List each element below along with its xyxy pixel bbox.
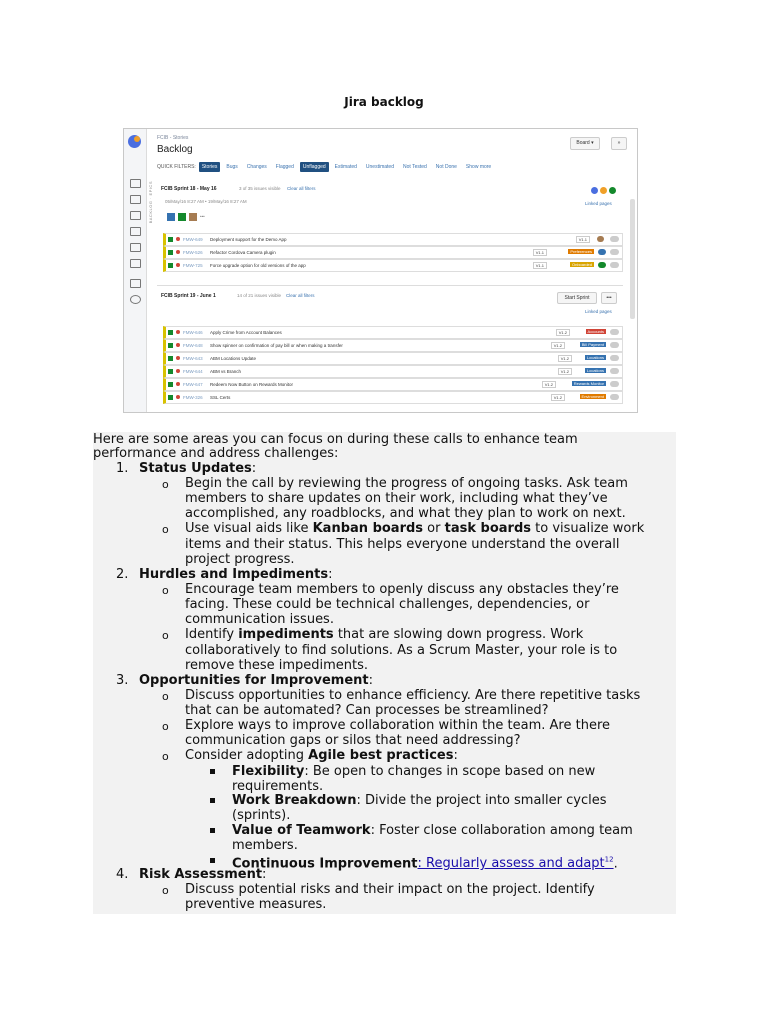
issue-version: V1.2 xyxy=(551,342,565,349)
bullet-o: o xyxy=(162,629,169,642)
issue-row xyxy=(163,339,623,352)
issue-key: FMW-326 xyxy=(183,395,203,400)
section-heading-text: Risk Assessment xyxy=(139,867,263,882)
text-span: : Be open to changes in scope based on new xyxy=(304,764,596,779)
bullet-o: o xyxy=(162,478,169,491)
status-badge xyxy=(609,187,616,194)
heading-colon: : xyxy=(251,461,257,476)
issue-epic: Accounts xyxy=(587,329,604,334)
issue-row xyxy=(163,391,623,404)
section-heading-text: Opportunities for Improvement xyxy=(139,673,369,688)
issue-row xyxy=(163,352,623,365)
filter-unestimated: Unestimated xyxy=(365,164,394,170)
quick-filters-label: QUICK FILTERS: xyxy=(157,164,196,170)
backlog-nav-icon xyxy=(130,179,141,188)
text-line: Discuss opportunities to enhance efficiency. Are there repetitive tasks xyxy=(185,688,641,703)
sprint-19-info: 14 of 21 issues visible xyxy=(237,293,282,298)
sprint-19-header xyxy=(161,293,216,299)
heading-colon: : xyxy=(262,867,267,882)
intro-line-2: performance and address challenges: xyxy=(93,446,339,461)
square-bullet-icon xyxy=(210,769,215,774)
releases-nav-icon xyxy=(130,211,141,220)
bold-term: Kanban boards xyxy=(312,521,424,536)
text-line xyxy=(232,853,618,872)
filter-not-done: Not Done xyxy=(435,164,457,170)
text-line: Explore ways to improve collaboration within the team. Are there xyxy=(185,718,610,733)
section-heading xyxy=(139,461,256,476)
bold-term: Flexibility xyxy=(232,764,305,779)
text-line xyxy=(232,793,607,808)
sprint-more-button: ••• xyxy=(601,292,617,304)
components-nav-icon xyxy=(130,259,141,268)
link-text[interactable]: : Regularly assess and adapt xyxy=(417,856,605,872)
text-line: project progress. xyxy=(185,552,295,567)
bullet-o: o xyxy=(162,523,169,536)
text-span: Consider adopting xyxy=(185,748,309,763)
status-badge xyxy=(591,187,598,194)
section-heading xyxy=(139,867,266,882)
issue-version: V1.2 xyxy=(558,355,572,362)
bold-term: Agile best practices xyxy=(308,748,454,763)
issue-key: FMW-648 xyxy=(183,343,203,348)
issue-version: V1.1 xyxy=(576,236,590,243)
filter-unflagged: Unflagged xyxy=(300,162,329,172)
text-span: . xyxy=(613,856,618,872)
issue-epic: Bill Payment xyxy=(581,342,604,347)
issue-key: FMW-647 xyxy=(183,382,203,387)
reports-nav-icon xyxy=(130,227,141,236)
square-bullet-icon xyxy=(210,858,215,863)
jira-sidebar xyxy=(124,129,147,412)
heading-colon: : xyxy=(328,567,333,582)
sprint-18-dates: 05/May/16 8:27 AM • 19/May/16 8:27 AM xyxy=(165,199,247,204)
issue-version: V1.1 xyxy=(533,249,547,256)
issue-key: FMW-649 xyxy=(183,237,203,242)
issue-summary: Show spinner on confirmation of pay bill or when making a transfer xyxy=(210,343,343,348)
list-number: 1. xyxy=(116,461,129,476)
bullet-o: o xyxy=(162,690,169,703)
bullet-o: o xyxy=(162,584,169,597)
sprint-19-clear-filters: Clear all filters xyxy=(286,293,315,298)
issue-version: V1.2 xyxy=(551,394,565,401)
avatar xyxy=(167,213,175,221)
issue-summary: ABM vs Branch xyxy=(210,369,242,374)
assignee-avatar xyxy=(597,236,604,242)
bold-term: impediments xyxy=(238,627,334,642)
issue-row xyxy=(163,378,623,391)
filter-not-tested: Not Tested xyxy=(402,164,427,170)
text-line: members. xyxy=(232,838,298,853)
issue-epic: Rewards Monitor xyxy=(573,381,604,386)
text-line: remove these impediments. xyxy=(185,658,369,673)
issue-key: FMW-643 xyxy=(183,356,203,361)
issue-summary: ABM Locations Update xyxy=(210,356,257,361)
sprint-18-clear-filters: Clear all filters xyxy=(287,186,316,191)
bullet-o: o xyxy=(162,884,169,897)
issue-row xyxy=(163,246,623,259)
text-span: Use visual aids like xyxy=(185,521,313,536)
issue-summary: Apply Crime from Account Balances xyxy=(210,330,282,335)
sprint-18-linked-pages: Linked pages xyxy=(585,201,612,206)
ship-nav-icon xyxy=(130,279,141,288)
text-line: facing. These could be technical challenges, dependencies, or xyxy=(185,597,590,612)
text-line: Encourage team members to openly discuss any obstacles they’re xyxy=(185,582,619,597)
avatar xyxy=(189,213,197,221)
jira-logo-icon xyxy=(128,135,141,148)
issue-row xyxy=(163,326,623,339)
heading-colon: : xyxy=(368,673,374,688)
list-number: 4. xyxy=(116,867,129,882)
filter-changes: Changes xyxy=(246,164,267,170)
issue-summary: Redeem Now Button on Rewards Monitor xyxy=(210,382,294,387)
board-button: Board ▾ xyxy=(570,137,600,150)
start-sprint-button: Start Sprint xyxy=(557,292,597,304)
text-span: Identify xyxy=(185,627,239,642)
square-bullet-icon xyxy=(210,828,215,833)
section-heading xyxy=(139,567,332,582)
text-line: (sprints). xyxy=(232,808,291,823)
settings-icon xyxy=(130,295,141,304)
text-line: collaboratively to find solutions. As a Scrum Master, your role is to xyxy=(185,643,618,658)
list-number: 2. xyxy=(116,567,129,582)
filter-bugs: Bugs xyxy=(226,164,238,170)
scrollbar xyxy=(630,199,635,319)
sprint-18 xyxy=(157,183,623,275)
issue-row xyxy=(163,365,623,378)
filter-stories: Stories xyxy=(199,162,221,172)
issue-epic: Environment xyxy=(581,394,604,399)
issue-epic: Locations xyxy=(586,355,604,360)
issue-epic: Onboarded xyxy=(571,262,592,267)
bold-term: Continuous Improvement xyxy=(232,856,418,872)
text-line xyxy=(185,748,458,763)
text-line: communication gaps or silos that need addressing? xyxy=(185,733,521,748)
issue-row xyxy=(163,259,623,272)
issue-epic: Preferences xyxy=(570,249,592,254)
issue-version: V1.2 xyxy=(558,368,572,375)
status-badge xyxy=(600,187,607,194)
text-line: Discuss potential risks and their impact on the project. Identify xyxy=(185,882,595,897)
text-line: requirements. xyxy=(232,779,324,794)
collapse-button: » xyxy=(611,137,627,150)
issue-key: FMW-526 xyxy=(183,250,203,255)
quick-filters xyxy=(157,162,494,172)
issue-key: FMW-646 xyxy=(183,330,203,335)
text-line: members to share updates on their work, including what they’ve xyxy=(185,491,608,506)
text-line xyxy=(185,627,583,642)
bullet-o: o xyxy=(162,750,169,763)
issue-version: V1.1 xyxy=(533,262,547,269)
jira-backlog-screenshot xyxy=(123,128,638,413)
list-number: 3. xyxy=(116,673,129,688)
breadcrumb: FCIB - Stories xyxy=(157,135,189,141)
square-bullet-icon xyxy=(210,798,215,803)
more-avatars: ••• xyxy=(200,214,205,219)
text-span: to visualize work xyxy=(531,521,645,536)
sprint-18-header xyxy=(161,186,217,192)
text-span: : Foster close collaboration among team xyxy=(370,823,633,838)
intro-line-1: Here are some areas you can focus on during these calls to enhance team xyxy=(93,432,578,447)
text-span: that are slowing down progress. Work xyxy=(333,627,584,642)
document-title: Jira backlog xyxy=(344,95,424,109)
issue-epic: Locations xyxy=(586,368,604,373)
issue-summary: Deployment support for the Demo App xyxy=(210,237,287,242)
bullet-o: o xyxy=(162,720,169,733)
bold-term: Work Breakdown xyxy=(232,793,357,808)
bold-term: Value of Teamwork xyxy=(232,823,371,838)
issue-summary: SSL Certs xyxy=(210,395,231,400)
text-line: items and their status. This helps everyone understand the overall xyxy=(185,537,620,552)
sprint-18-name: FCIB Sprint 18 - May 16 xyxy=(161,186,217,192)
filter-flagged: Flagged xyxy=(275,164,294,170)
sprint-19-name: FCIB Sprint 19 - June 1 xyxy=(161,293,216,299)
reference-link[interactable] xyxy=(418,856,614,871)
text-line: Begin the call by reviewing the progress of ongoing tasks. Ask team xyxy=(185,476,628,491)
page-title: Backlog xyxy=(157,144,193,155)
avatar xyxy=(178,213,186,221)
issue-version: V1.2 xyxy=(542,381,556,388)
assignee-avatar xyxy=(598,249,606,255)
text-line: preventive measures. xyxy=(185,897,327,912)
filter-show-more: Show more xyxy=(465,164,492,170)
issue-key: FMW-644 xyxy=(183,369,203,374)
issue-version: V1.2 xyxy=(556,329,570,336)
text-line: accomplished, any roadblocks, and what they plan to work on next. xyxy=(185,506,626,521)
issue-summary: Force upgrade option for old versions of the app xyxy=(210,263,306,268)
side-label: BACKLOG · EPICS xyxy=(148,181,153,224)
footnote-ref[interactable]: 12 xyxy=(604,856,614,864)
sprint-18-info: 3 of 35 issues visible xyxy=(239,186,281,191)
bold-term: task boards xyxy=(444,521,531,536)
text-line xyxy=(185,521,644,536)
text-line xyxy=(232,764,595,779)
issues-nav-icon xyxy=(130,243,141,252)
issue-key: FMW-725 xyxy=(183,263,203,268)
section-heading xyxy=(139,673,373,688)
text-span: or xyxy=(423,521,445,536)
sprint-19-linked-pages: Linked pages xyxy=(585,309,612,314)
text-line: that can be automated? Can processes be streamlined? xyxy=(185,703,549,718)
sprint-19 xyxy=(157,289,623,412)
issue-row xyxy=(163,233,623,246)
divider xyxy=(157,285,623,286)
document-body xyxy=(93,432,676,914)
section-heading-text: Hurdles and Impediments xyxy=(139,567,329,582)
text-line: communication issues. xyxy=(185,612,334,627)
issue-summary: Refactor Cordova Camera plugin xyxy=(210,250,276,255)
board-nav-icon xyxy=(130,195,141,204)
assignee-avatar xyxy=(598,262,606,268)
text-span: : xyxy=(453,748,458,763)
text-span: : Divide the project into smaller cycles xyxy=(356,793,607,808)
section-heading-text: Status Updates xyxy=(139,461,252,476)
filter-estimated: Estimated xyxy=(334,164,357,170)
text-line xyxy=(232,823,633,838)
